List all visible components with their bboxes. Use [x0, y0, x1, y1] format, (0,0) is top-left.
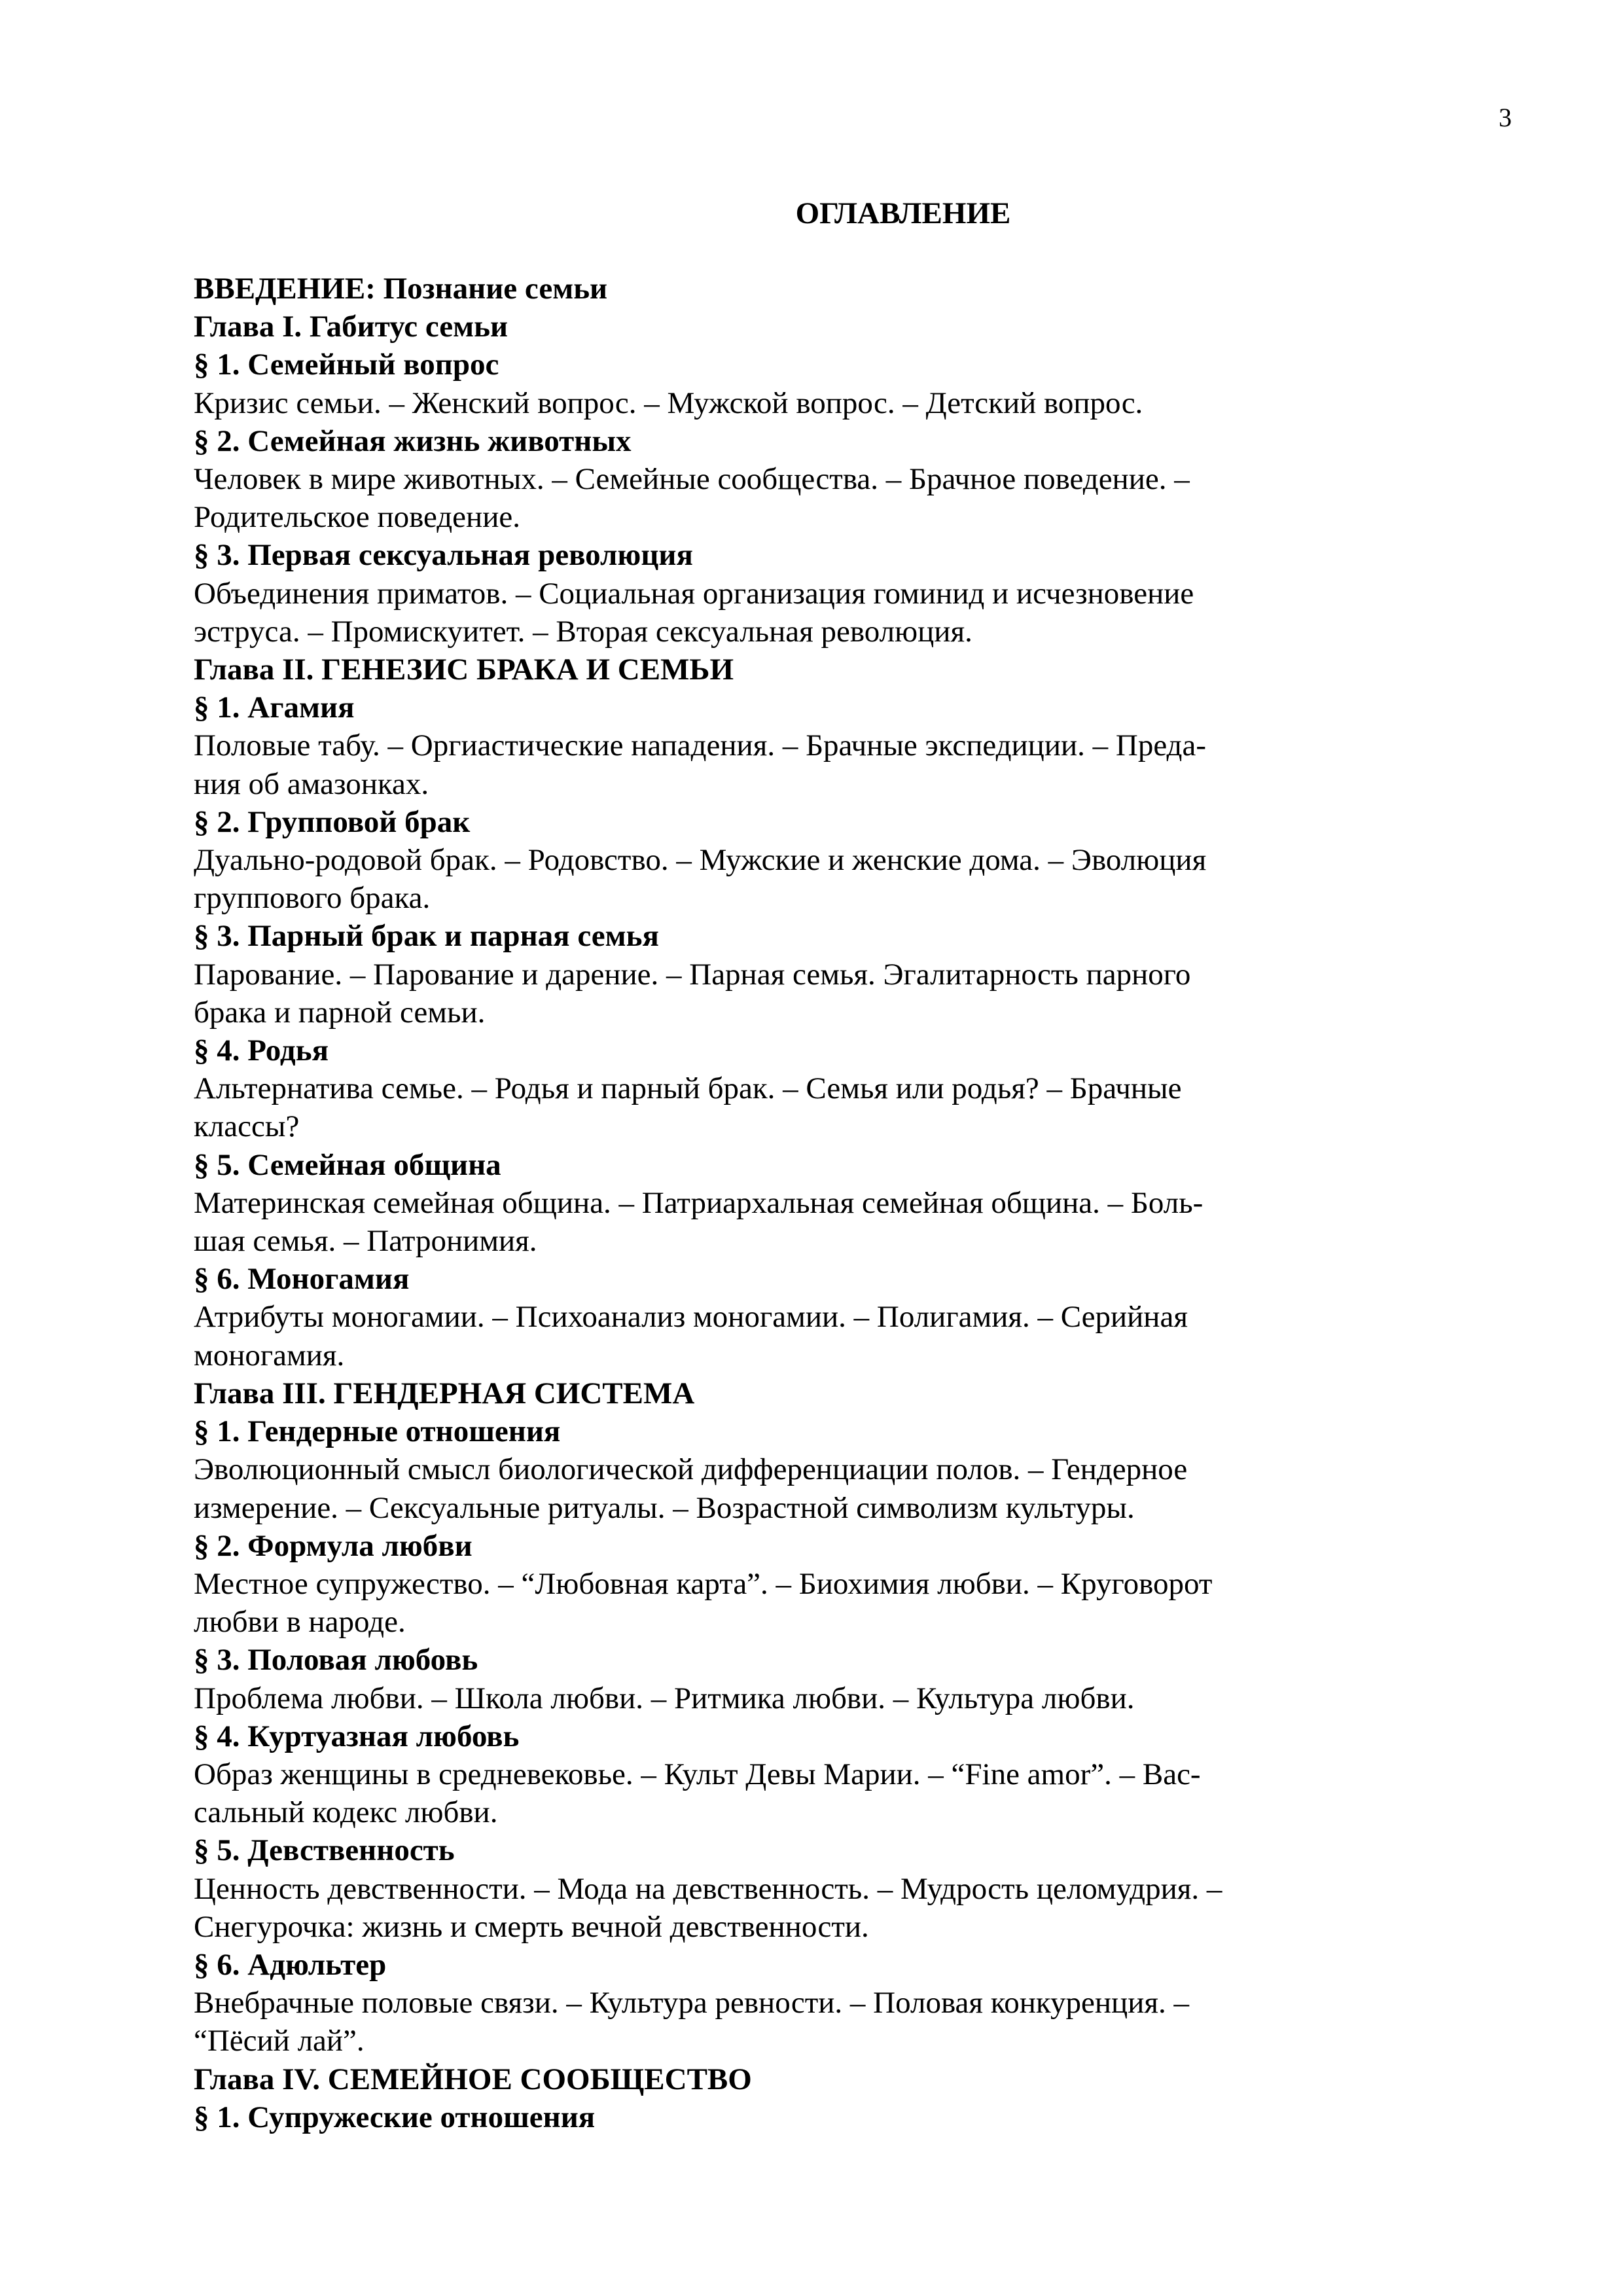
toc-heading: § 3. Парный брак и парная семья — [194, 919, 659, 954]
toc-heading: § 2. Групповой брак — [194, 804, 471, 839]
toc-entry-text: моногамия. — [194, 1338, 345, 1372]
toc-entry-text: эструса. – Промискуитет. – Вторая сексуальная революция. — [194, 614, 972, 649]
toc-entry-text: “Пёсий лай”. — [194, 2024, 365, 2058]
table-of-contents — [194, 270, 1319, 2136]
toc-heading: § 6. Моногамия — [194, 1262, 410, 1297]
toc-heading: Глава III. ГЕНДЕРНАЯ СИСТЕМА — [194, 1376, 695, 1410]
toc-heading: ВВЕДЕНИЕ: Познание семьи — [194, 272, 608, 306]
toc-heading: Глава II. ГЕНЕЗИС БРАКА И СЕМЬИ — [194, 653, 734, 687]
toc-heading: § 2. Семейная жизнь животных — [194, 423, 632, 458]
toc-heading: § 2. Формула любви — [194, 1528, 473, 1563]
toc-entry-text: шая семья. – Патронимия. — [194, 1224, 537, 1259]
toc-entry-text: Парование. – Парование и дарение. – Парная семья. Эгалитарность парного — [194, 957, 1191, 992]
toc-entry-text: Внебрачные половые связи. – Культура ревности. – Половая конкуренция. – — [194, 1986, 1189, 2020]
toc-entry-text: любви в народе. — [194, 1605, 406, 1640]
toc-heading: § 3. Первая сексуальная революция — [194, 538, 693, 573]
toc-heading: § 4. Родья — [194, 1033, 329, 1068]
toc-entry-text: брака и парной семьи. — [194, 995, 486, 1030]
page-title: ОГЛАВЛЕНИЕ — [795, 196, 1011, 230]
toc-heading: § 1. Супружеские отношения — [194, 2100, 596, 2134]
toc-entry-text: Дуально-родовой брак. – Родовство. – Мужские и женские дома. – Эволюция — [194, 843, 1207, 878]
toc-entry-text: Объединения приматов. – Социальная организация гоминид и исчезновение — [194, 576, 1194, 611]
toc-entry-text: сальный кодекс любви. — [194, 1795, 498, 1830]
toc-heading: § 4. Куртуазная любовь — [194, 1719, 520, 1753]
toc-heading: Глава IV. СЕМЕЙНОЕ СООБЩЕСТВО — [194, 2062, 752, 2096]
toc-entry-text: Снегурочка: жизнь и смерть вечной девственности. — [194, 1909, 869, 1944]
toc-heading: § 5. Семейная община — [194, 1147, 501, 1182]
toc-heading: § 1. Семейный вопрос — [194, 348, 499, 382]
toc-entry-text: Эволюционный смысл биологической дифференциации полов. – Гендерное — [194, 1452, 1188, 1487]
page-number: 3 — [1499, 103, 1512, 132]
toc-heading: § 1. Гендерные отношения — [194, 1414, 561, 1449]
toc-entry-text: Местное супружество. – “Любовная карта”. – Биохимия любви. – Круговорот — [194, 1566, 1213, 1601]
toc-heading: § 6. Адюльтер — [194, 1947, 387, 1982]
toc-entry-text: Ценность девственности. – Мода на девственность. – Мудрость целомудрия. – — [194, 1871, 1222, 1906]
toc-heading: Глава I. Габитус семьи — [194, 310, 508, 344]
toc-entry-text: Образ женщины в средневековье. – Культ Девы Марии. – “Fine amor”. – Вас- — [194, 1757, 1201, 1791]
toc-entry-text: Альтернатива семье. – Родья и парный брак. – Семья или родья? – Брачные — [194, 1071, 1182, 1106]
toc-entry-text: Атрибуты моногамии. – Психоанализ моногамии. – Полигамия. – Серийная — [194, 1300, 1188, 1335]
toc-entry-text: Кризис семьи. – Женский вопрос. – Мужской вопрос. – Детский вопрос. — [194, 386, 1143, 420]
toc-entry-text: группового брака. — [194, 881, 431, 916]
toc-entry-text: ния об амазонках. — [194, 766, 429, 801]
toc-entry-text: Половые табу. – Оргиастические нападения. – Брачные экспедиции. – Преда- — [194, 728, 1206, 763]
toc-entry-text: Родительское поведение. — [194, 500, 520, 535]
toc-entry-text: измерение. – Сексуальные ритуалы. – Возрастной символизм культуры. — [194, 1490, 1135, 1525]
toc-heading: § 1. Агамия — [194, 691, 355, 725]
toc-entry-text: классы? — [194, 1109, 300, 1144]
toc-heading: § 3. Половая любовь — [194, 1643, 478, 1677]
toc-entry-text: Человек в мире животных. – Семейные сообщества. – Брачное поведение. – — [194, 462, 1190, 497]
toc-heading: § 5. Девственность — [194, 1833, 455, 1868]
toc-entry-text: Проблема любви. – Школа любви. – Ритмика любви. – Культура любви. — [194, 1681, 1135, 1715]
toc-entry-text: Материнская семейная община. – Патриархальная семейная община. – Боль- — [194, 1185, 1204, 1220]
